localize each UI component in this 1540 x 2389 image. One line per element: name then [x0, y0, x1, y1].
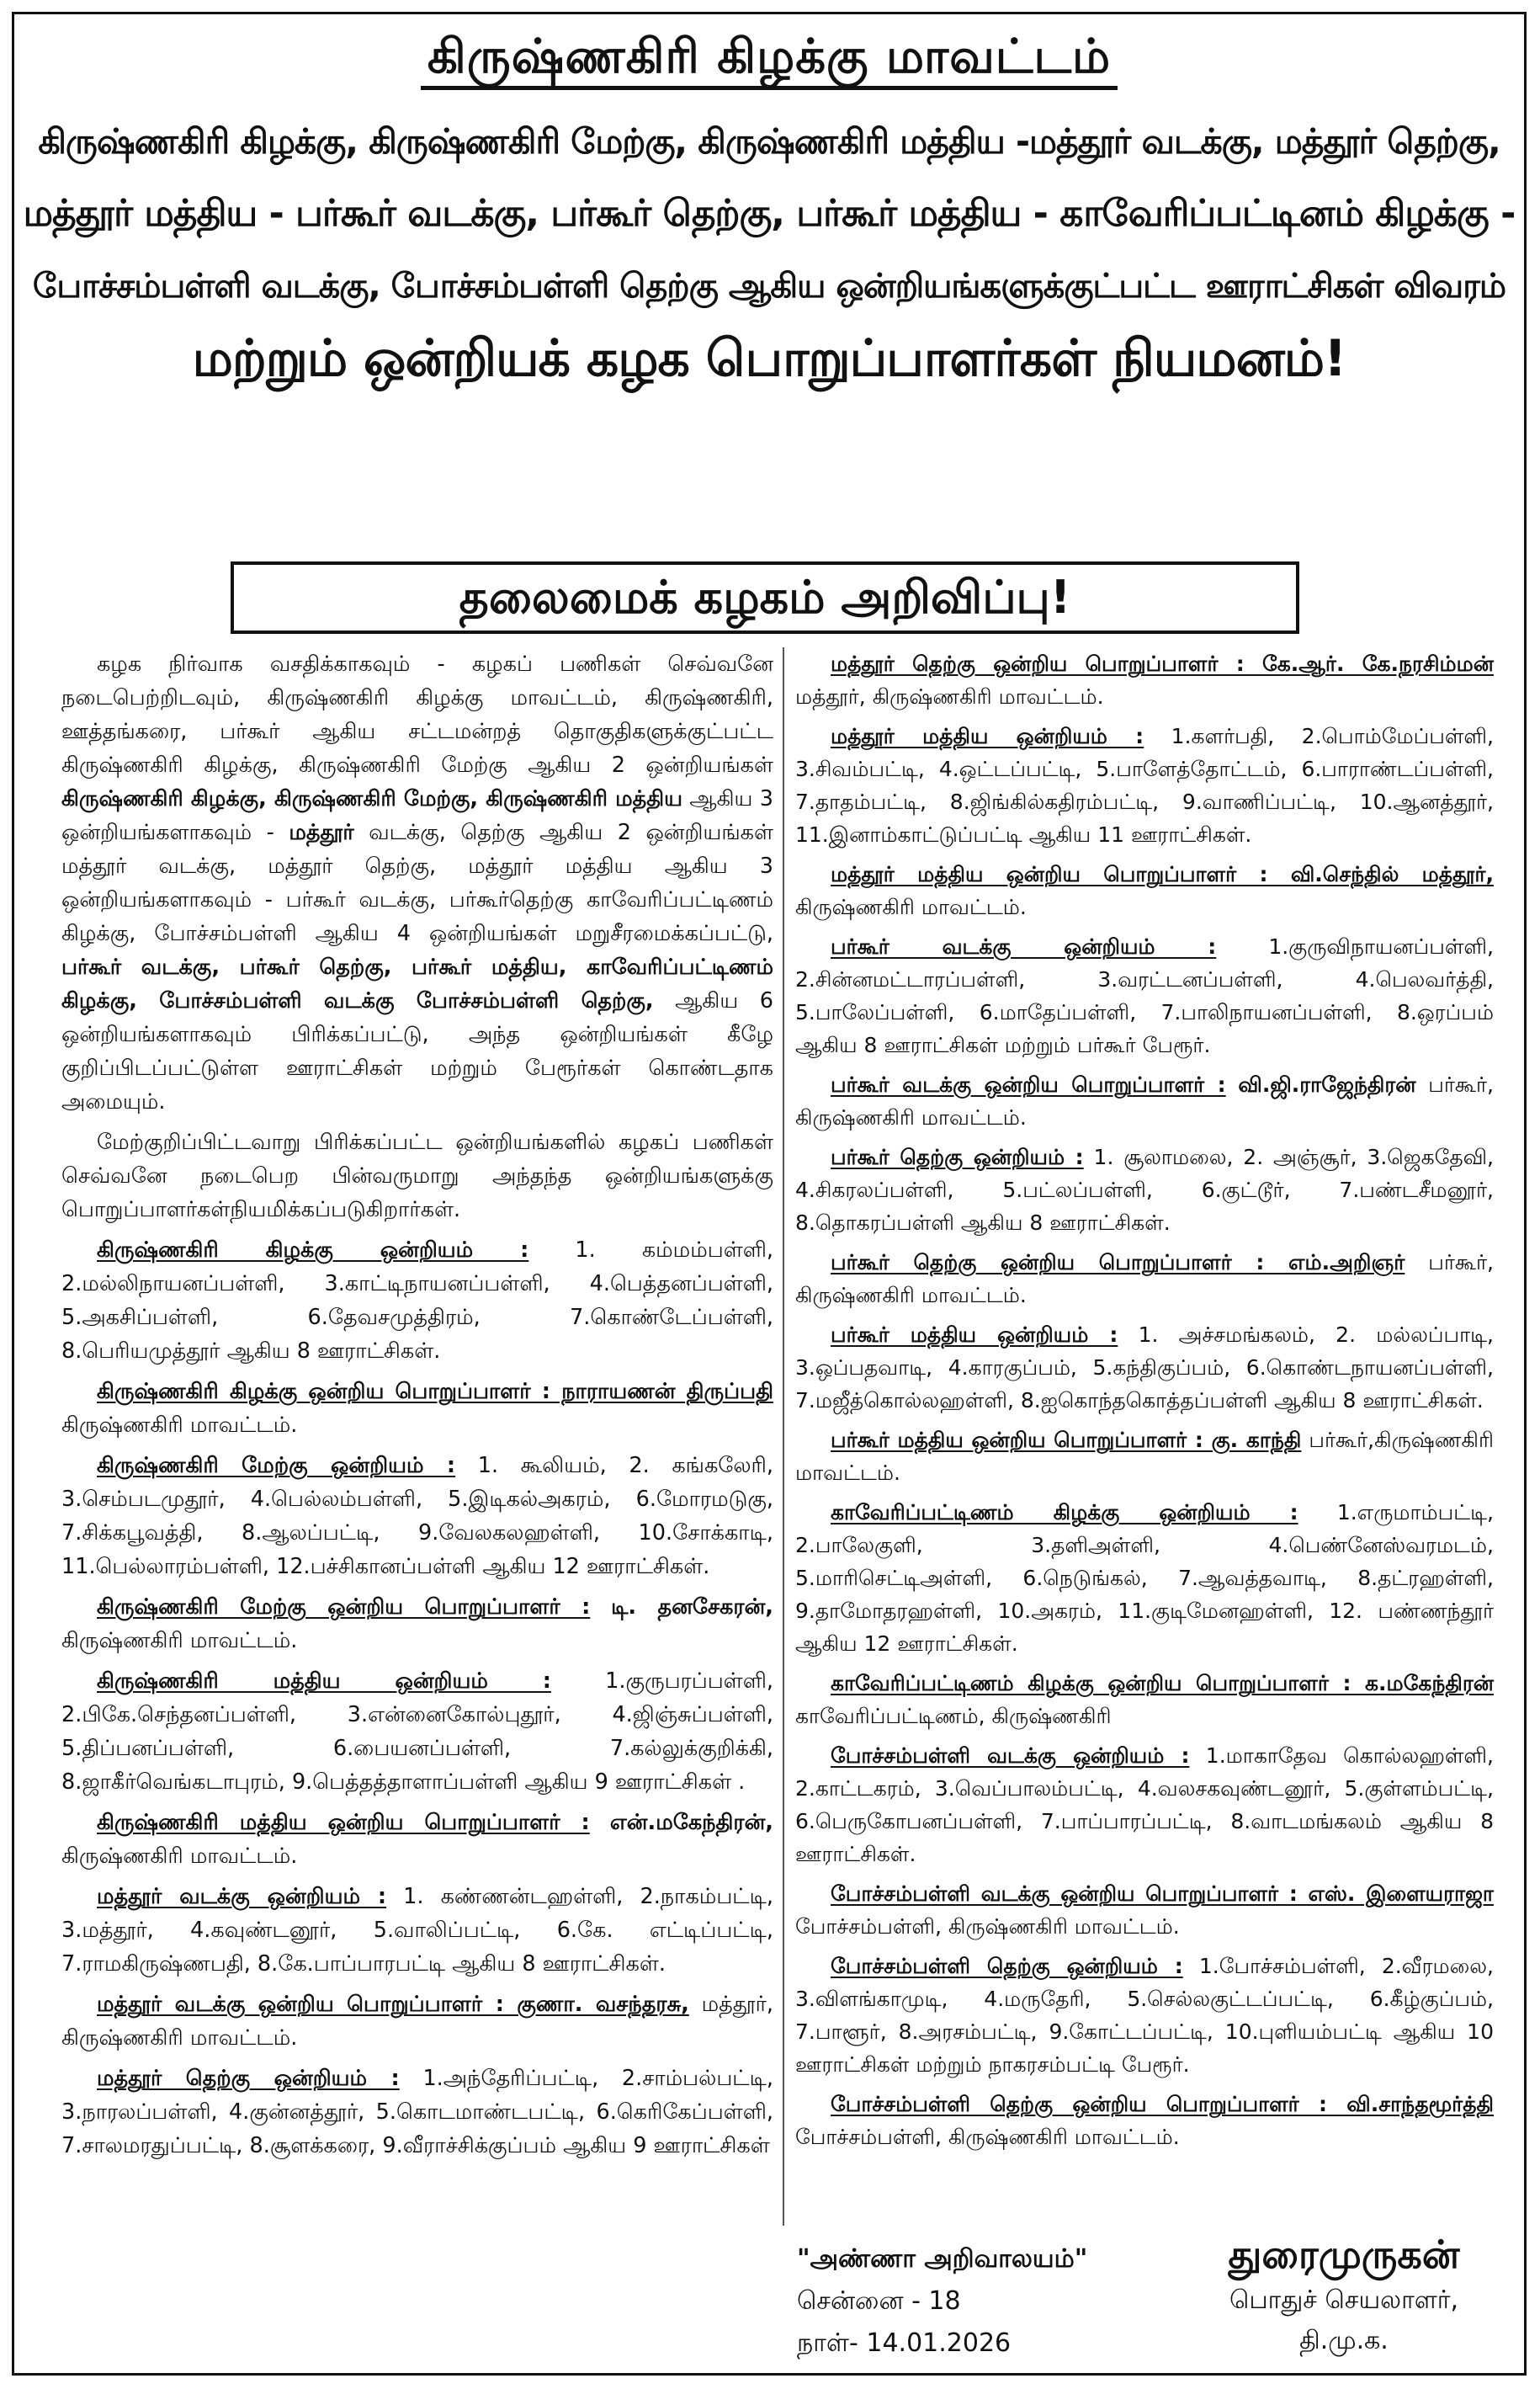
incharge-bg-south — [795, 1246, 1494, 1312]
union-pc-south — [795, 1950, 1494, 2081]
incharge-heading: கிருஷ்ணகிரி மேற்கு ஒன்றிய பொறுப்பாளர் : — [97, 1594, 591, 1620]
union-heading: கிருஷ்ணகிரி மேற்கு ஒன்றியம் : — [97, 1453, 456, 1478]
intro-bold-1: கிருஷ்ணகிரி கிழக்கு, கிருஷ்ணகிரி மேற்கு, கிருஷ்ணகிரி மத்திய — [61, 786, 682, 811]
signatory-name: துரைமுருகன் — [1228, 2232, 1460, 2277]
incharge-heading: போச்சம்பள்ளி தெற்கு ஒன்றிய பொறுப்பாளர் : வி.சாந்தமூர்த்தி — [831, 2092, 1494, 2116]
incharge-kp-east — [795, 1667, 1494, 1732]
right-column — [795, 647, 1494, 2153]
union-heading: பர்கூர் வடக்கு ஒன்றியம் : — [831, 934, 1217, 959]
headline-line-4: மற்றும் ஒன்றியக் கழக பொறுப்பாளர்கள் நியமனம்! — [192, 329, 1346, 388]
incharge-place: பர்கூர்,கிருஷ்ணகிரி மாவட்டம். — [795, 1428, 1495, 1485]
union-villages: 1. கண்ணன்டஹள்ளி, 2.நாகம்பட்டி, 3.மத்தூர், 4.கவுண்டனூர், 5.வாலிப்பட்டி, 6.கே. எட்டிப்பட்டி, 7.ராமகிருஷ்ணபதி, 8.கே.பாப்பாரபட்டி ஆகிய 8 ஊராட்சிகள். — [61, 1884, 773, 1977]
issuing-office — [797, 2238, 1150, 2365]
signature-block — [1176, 2228, 1512, 2361]
intro-paragraph-2: மேற்குறிப்பிட்டவாறு பிரிக்கப்பட்ட ஒன்றியங்களில் கழகப் பணிகள் செவ்வனே நடைபெற பின்வருமாறு அந்தந்த ஒன்றியங்களுக்கு பொறுப்பாளர்கள்நியமிக்கப்படுகிறார்கள். — [61, 1130, 773, 1222]
union-heading: கிருஷ்ணகிரி கிழக்கு ஒன்றியம் : — [97, 1237, 529, 1263]
union-villages: 1.மாகாதேவ கொல்லஹள்ளி, 2.காட்டகரம், 3.வெப்பாலம்பட்டி, 4.வலசகவுண்டனூர், 5.குள்ளம்பட்டி, 6.பெருகோபனப்பள்ளி, 7.பாப்பாரப்பட்டி, 8.வாடமங்கலம் ஆகிய 8 ஊராட்சிகள். — [795, 1743, 1494, 1866]
incharge-heading: காவேரிப்பட்டிணம் கிழக்கு ஒன்றிய பொறுப்பாளர் : க.மகேந்திரன் — [831, 1671, 1494, 1695]
incharge-heading: மத்தூர் மத்திய ஒன்றிய பொறுப்பாளர் : வி.செந்தில் மத்தூர், — [831, 862, 1494, 886]
intro-text-2: வடக்கு, தெற்கு ஆகிய 2 ஒன்றியங்கள் மத்தூர் வடக்கு, மத்தூர் தெற்கு, மத்தூர் மத்திய ஆகிய 3 ஒன்றியங்களாகவும் - பர்கூர் வடக்கு, பர்கூர்தெற்கு காவேரிப்பட்டிணம் கிழக்கு, போச்சம்பள்ளி ஆகிய 4 ஒன்றியங்கள் மறுசீரமைக்கப்பட்டு, — [61, 820, 773, 946]
office-city: சென்னை - 18 — [797, 2286, 961, 2316]
incharge-mt-mid — [795, 858, 1494, 923]
union-villages: 1.குருவிநாயனப்பள்ளி, 2.சின்னமட்டாரப்பள்ளி, 3.வரட்டனப்பள்ளி, 4.பெலவர்த்தி, 5.பாலேப்பள்ளி, 6.மாதேப்பள்ளி, 7.பாலிநாயனப்பள்ளி, 8.ஒரப்பம் ஆகிய 8 ஊராட்சிகள் மற்றும் பர்கூர் பேரூர். — [795, 934, 1494, 1057]
incharge-name: டி. தனசேகரன், — [611, 1594, 773, 1620]
union-bg-north — [795, 930, 1494, 1061]
notice-date: நாள்- 14.01.2026 — [797, 2328, 1012, 2358]
union-villages: 1. அச்சமங்கலம், 2. மல்லப்பாடி, 3.ஒப்பதவாடி, 4.காரகுப்பம், 5.கந்திகுப்பம், 6.கொண்டநாயனப்பள்ளி, 7.மஜீத்கொல்லஹள்ளி, 8.ஐகொந்தகொத்தப்பள்ளி ஆகிய 8 ஊராட்சிகள். — [795, 1322, 1495, 1413]
union-heading: பர்கூர் மத்திய ஒன்றியம் : — [831, 1322, 1118, 1347]
incharge-bg-north — [795, 1068, 1494, 1134]
union-heading: போச்சம்பள்ளி தெற்கு ஒன்றியம் : — [831, 1954, 1183, 1978]
incharge-place: பர்கூர், கிருஷ்ணகிரி மாவட்டம். — [795, 1072, 1494, 1130]
union-heading: பர்கூர் தெற்கு ஒன்றியம் : — [831, 1145, 1084, 1169]
union-kk-west — [61, 1449, 773, 1583]
union-villages: 1.அந்தேரிப்பட்டி, 2.சாம்பல்பட்டி, 3.நாரலப்பள்ளி, 4.குன்னத்தூர், 5.கொடமாண்டபட்டி, 6.கெரிகேப்பள்ளி, 7.சாலமரதுப்பட்டி, 8.சூளக்கரை, 9.வீராச்சிக்குப்பம் ஆகிய 9 ஊராட்சிகள் — [61, 2066, 773, 2158]
headline — [23, 105, 1516, 395]
incharge-heading: கிருஷ்ணகிரி கிழக்கு ஒன்றிய பொறுப்பாளர் : நாராயணன் திருப்பதி — [97, 1379, 773, 1404]
incharge-mt-south — [795, 647, 1494, 713]
notice-page — [12, 12, 1527, 2376]
incharge-kk-east — [61, 1375, 773, 1442]
incharge-name: என்.மகேந்திரன், — [609, 1810, 773, 1835]
union-villages: 1. கம்மம்பள்ளி, 2.மல்லிநாயனப்பள்ளி, 3.காட்டிநாயனப்பள்ளி, 4.பெத்தனப்பள்ளி, 5.அகசிப்பள்ளி, 6.தேவசமுத்திரம், 7.கொண்டேப்பள்ளி, 8.பெரியமுத்தூர் ஆகிய 8 ஊராட்சிகள். — [61, 1237, 774, 1364]
incharge-heading: மத்தூர் வடக்கு ஒன்றிய பொறுப்பாளர் : குணா. வசந்தரசு, — [97, 1992, 689, 2017]
union-villages: 1. சூலாமலை, 2. அஞ்சூர், 3.ஜெகதேவி, 4.சிகரலப்பள்ளி, 5.பட்லப்பள்ளி, 6.குட்டூர், 7.பண்டசீமனூர், 8.தொகரப்பள்ளி ஆகிய 8 ஊராட்சிகள். — [795, 1145, 1494, 1235]
union-villages: 1.போச்சம்பள்ளி, 2.வீரமலை, 3.விளங்காமுடி, 4.மருதேரி, 5.செல்லகுட்டப்பட்டி, 6.கீழ்குப்பம், 7.பாளூர், 8.அரசம்பட்டி, 9.கோட்டப்பட்டி, 10.புளியம்பட்டி ஆகிய 10 ஊராட்சிகள் மற்றும் நாகரசம்பட்டி பேரூர். — [795, 1954, 1494, 2077]
union-heading: மத்தூர் தெற்கு ஒன்றியம் : — [97, 2066, 400, 2091]
incharge-place: கிருஷ்ணகிரி மாவட்டம். — [61, 1628, 298, 1653]
incharge-place: மத்தூர், கிருஷ்ணகிரி மாவட்டம். — [795, 684, 1104, 709]
headline-line-1: கிருஷ்ணகிரி கிழக்கு, கிருஷ்ணகிரி மேற்கு, கிருஷ்ணகிரி மத்திய -மத்தூர் வடக்கு, மத்தூர் தெற்கு, — [38, 121, 1500, 162]
union-kk-east — [61, 1233, 773, 1368]
union-heading: மத்தூர் வடக்கு ஒன்றியம் : — [97, 1884, 387, 1909]
incharge-name: வி.ஜி.ராஜேந்திரன் — [1238, 1072, 1416, 1097]
intro-paragraph — [61, 647, 773, 1119]
incharge-mt-north — [61, 1987, 773, 2055]
union-heading: போச்சம்பள்ளி வடக்கு ஒன்றியம் : — [831, 1743, 1190, 1768]
headline-line-3: போச்சம்பள்ளி வடக்கு, போச்சம்பள்ளி தெற்கு ஆகிய ஒன்றியங்களுக்குட்பட்ட ஊராட்சிகள் விவரம் — [32, 267, 1506, 306]
union-kk-mid — [61, 1664, 773, 1799]
intro-text: கழக நிர்வாக வசதிக்காகவும் - கழகப் பணிகள் செவ்வனே நடைபெற்றிடவும், கிருஷ்ணகிரி கிழக்கு மாவட்டம், கிருஷ்ணகிரி, ஊத்தங்கரை, பர்கூர் ஆகிய சட்டமன்றத் தொகுதிகளுக்குட்பட்ட கிருஷ்ணகிரி கிழக்கு, கிருஷ்ணகிரி மேற்கு ஆகிய 2 ஒன்றியங்கள் — [61, 652, 773, 778]
incharge-heading: கிருஷ்ணகிரி மத்திய ஒன்றிய பொறுப்பாளர் : — [97, 1810, 590, 1835]
incharge-pc-north — [795, 1877, 1494, 1943]
incharge-heading: பர்கூர் தெற்கு ஒன்றிய பொறுப்பாளர் : எம்.அறிஞர் — [831, 1250, 1405, 1274]
incharge-heading: மத்தூர் தெற்கு ஒன்றிய பொறுப்பாளர் : கே.ஆர். கே.நரசிம்மன் — [831, 652, 1494, 676]
union-bg-mid — [795, 1318, 1494, 1417]
notice-title-box — [231, 561, 1299, 634]
union-pc-north — [795, 1739, 1494, 1870]
union-mt-south — [61, 2062, 773, 2163]
union-bg-south — [795, 1141, 1494, 1239]
union-heading: மத்தூர் மத்திய ஒன்றியம் : — [831, 724, 1144, 748]
column-divider — [783, 647, 784, 2226]
incharge-heading: பர்கூர் மத்திய ஒன்றிய பொறுப்பாளர் : கு. காந்தி — [831, 1428, 1302, 1452]
signatory-designation: பொதுச் செயலாளர், — [1229, 2285, 1459, 2315]
intro-bold-3: பர்கூர் வடக்கு, பர்கூர் தெற்கு, பர்கூர் மத்திய, காவேரிப்பட்டிணம் கிழக்கு, போச்சம்பள்ளி வடக்கு போச்சம்பள்ளி தெற்கு, — [61, 955, 773, 1014]
incharge-place: கிருஷ்ணகிரி மாவட்டம். — [61, 1844, 298, 1869]
incharge-place: கிருஷ்ணகிரி மாவட்டம். — [61, 1413, 298, 1438]
incharge-heading: போச்சம்பள்ளி வடக்கு ஒன்றிய பொறுப்பாளர் : எஸ். இளையராஜா — [831, 1881, 1494, 1906]
union-villages: 1. கூலியம், 2. கங்கலேரி, 3.செம்படமுதூர், 4.பெல்லம்பள்ளி, 5.இடிகல்அகரம், 6.மோரமடுகு, 7.சிக்கபூவத்தி, 8.ஆலப்பட்டி, 9.வேலகலஹள்ளி, 10.சோக்காடி, 11.பெல்லாரம்பள்ளி, 12.பச்சிகானப்பள்ளி ஆகிய 12 ஊராட்சிகள். — [61, 1453, 774, 1579]
headline-line-2: மத்தூர் மத்திய - பர்கூர் வடக்கு, பர்கூர் தெற்கு, பர்கூர் மத்திய - காவேரிப்பட்டினம் கிழக்கு - — [23, 192, 1516, 235]
union-mt-north — [61, 1880, 773, 1981]
district-title: கிருஷ்ணகிரி கிழக்கு மாவட்டம் — [421, 29, 1118, 90]
office-name: "அண்ணா அறிவாலயம்" — [797, 2244, 1088, 2274]
incharge-place: பர்கூர், கிருஷ்ணகிரி மாவட்டம். — [795, 1250, 1494, 1307]
incharge-place: போச்சம்பள்ளி, கிருஷ்ணகிரி மாவட்டம். — [795, 2125, 1180, 2149]
intro-bold-2: மத்தூர் — [289, 820, 354, 845]
incharge-pc-south — [795, 2088, 1494, 2153]
incharge-place: மத்தூர், கிருஷ்ணகிரி மாவட்டம். — [61, 1992, 774, 2051]
union-villages: 1.குருபரப்பள்ளி, 2.பிகே.செந்தனப்பள்ளி, 3.என்னைகோல்புதூர், 4.ஜிஞ்சுப்பள்ளி, 5.திப்பனப்பள்ளி, 6.பையனப்பள்ளி, 7.கல்லுக்குறிக்கி, 8.ஜாகீர்வெங்கடாபுரம், 9.பெத்தத்தாளாப்பள்ளி ஆகிய 9 ஊராட்சிகள் . — [61, 1668, 773, 1795]
intro-text-1: ஆகிய 3 ஒன்றியங்களாகவும் - — [61, 786, 773, 845]
incharge-place: காவேரிப்பட்டிணம், கிருஷ்ணகிரி — [795, 1704, 1112, 1728]
intro-text-3: ஆகிய 6 ஒன்றியங்களாகவும் பிரிக்கப்பட்டு, அந்த ஒன்றியங்கள் கீழே குறிப்பிடப்பட்டுள்ள ஊராட்சிகள் மற்றும் பேரூர்கள் கொண்டதாக அமையும். — [61, 988, 773, 1115]
union-heading: கிருஷ்ணகிரி மத்திய ஒன்றியம் : — [97, 1668, 551, 1694]
union-kp-east — [795, 1496, 1494, 1660]
union-villages: 1.எருமாம்பட்டி, 2.பாலேகுளி, 3.தளிஅள்ளி, 4.பெண்னேஸ்வரமடம், 5.மாரிசெட்டிஅள்ளி, 6.நெடுங்கல், 7.ஆவத்தவாடி, 8.தட்ரஹள்ளி, 9.தாமோதரஹள்ளி, 10.அகரம், 11.குடிமேனஹள்ளி, 12. பண்ணந்தூர் ஆகிய 12 ஊராட்சிகள். — [795, 1500, 1494, 1656]
notice-title: தலைமைக் கழகம் அறிவிப்பு! — [459, 571, 1071, 624]
incharge-bg-mid — [795, 1423, 1494, 1489]
district-heading — [14, 29, 1524, 90]
incharge-kk-mid — [61, 1806, 773, 1873]
incharge-place: கிருஷ்ணகிரி மாவட்டம். — [795, 895, 1027, 919]
incharge-heading: பர்கூர் வடக்கு ஒன்றிய பொறுப்பாளர் : — [831, 1072, 1226, 1097]
incharge-kk-west — [61, 1590, 773, 1657]
union-villages: 1.களர்பதி, 2.பொம்மேப்பள்ளி, 3.சிவம்பட்டி, 4.ஒட்டப்பட்டி, 5.பாளேத்தோட்டம், 6.பாராண்டப்பள்ளி, 7.தாதம்பட்டி, 8.ஜிங்கில்கதிரம்பட்டி, 9.வாணிப்பட்டி, 10.ஆனத்தூர், 11.இனாம்காட்டுப்பட்டி ஆகிய 11 ஊராட்சிகள். — [795, 724, 1494, 847]
union-heading: காவேரிப்பட்டிணம் கிழக்கு ஒன்றியம் : — [831, 1500, 1298, 1524]
incharge-place: போச்சம்பள்ளி, கிருஷ்ணகிரி மாவட்டம். — [795, 1914, 1180, 1939]
party-name: தி.மு.க. — [1299, 2326, 1389, 2355]
union-mt-mid — [795, 720, 1494, 851]
left-column — [61, 647, 773, 2163]
